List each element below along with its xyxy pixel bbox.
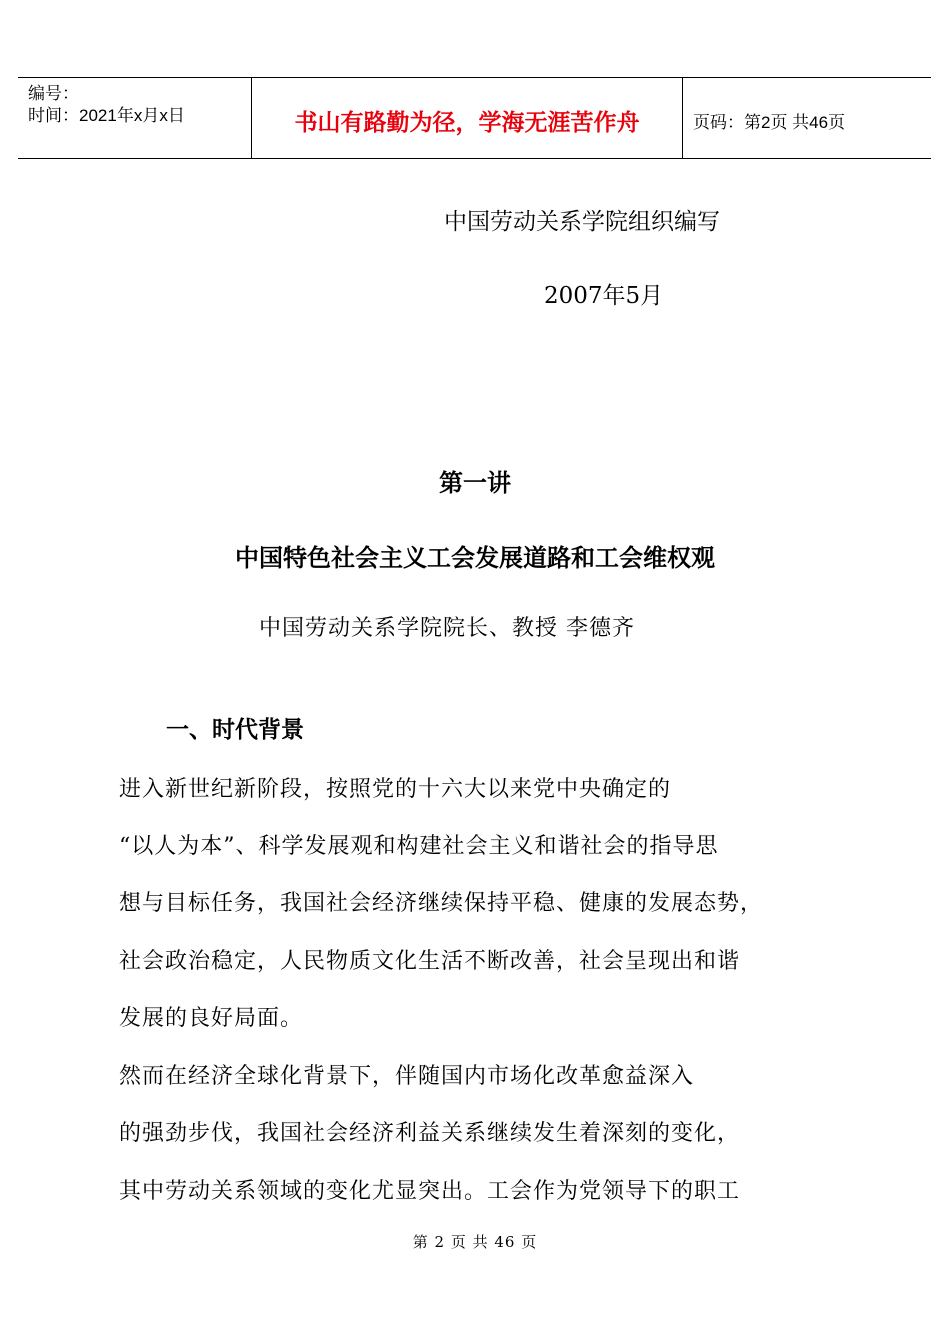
- body-line: “以人为本”、科学发展观和构建社会主义和谐社会的指导思: [119, 834, 719, 859]
- header-page-cell: [683, 78, 931, 158]
- organization-line: 中国劳动关系学院组织编写: [444, 209, 720, 235]
- page-info: 页码：第2页 共46页: [693, 113, 846, 132]
- header-left-cell: [18, 78, 252, 158]
- author-line: 中国劳动关系学院院长、教授 李德齐: [259, 616, 635, 641]
- lecture-title: 中国特色社会主义工会发展道路和工会维权观: [235, 544, 715, 572]
- body-line: 进入新世纪新阶段，按照党的十六大以来党中央确定的: [119, 777, 672, 802]
- body-line: 社会政治稳定，人民物质文化生活不断改善，社会呈现出和谐: [119, 949, 741, 974]
- body-line: 想与目标任务，我国社会经济继续保持平稳、健康的发展态势，: [119, 891, 764, 916]
- date-line: 2007年5月: [544, 283, 664, 309]
- document-header: [18, 77, 931, 159]
- number-label: 编号：: [28, 84, 79, 103]
- body-line: 然而在经济全球化背景下，伴随国内市场化改革愈益深入: [119, 1064, 695, 1089]
- section-heading: 一、时代背景: [166, 717, 304, 743]
- time-label: 时间：2021年x月x日: [28, 106, 185, 125]
- lecture-number: 第一讲: [439, 469, 511, 497]
- body-line: 发展的良好局面。: [119, 1006, 304, 1031]
- motto-text: 书山有路勤为径，学海无涯苦作舟: [294, 110, 640, 136]
- header-motto-cell: [252, 78, 683, 158]
- body-line: 的强劲步伐，我国社会经济利益关系继续发生着深刻的变化，: [119, 1121, 741, 1146]
- body-line: 其中劳动关系领域的变化尤显突出。工会作为党领导下的职工: [119, 1179, 741, 1204]
- page-footer: 第 2 页 共 46 页: [412, 1233, 538, 1251]
